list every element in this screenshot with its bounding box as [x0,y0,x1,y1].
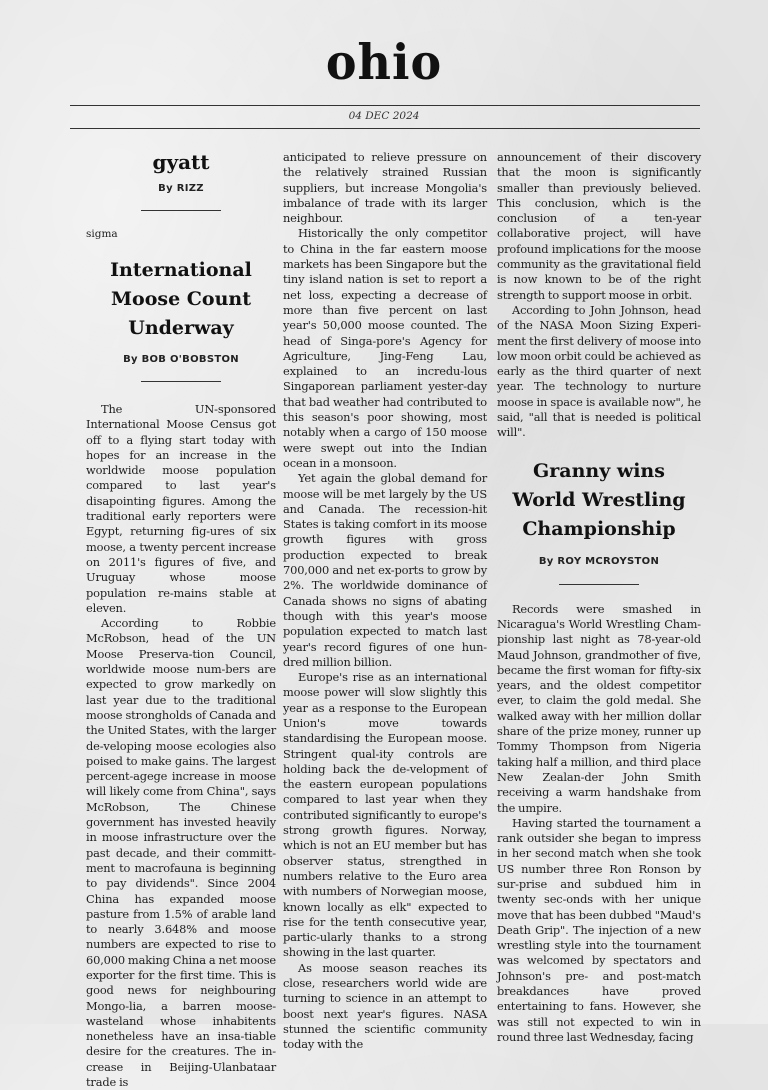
article-paragraph: Records were smashed in Nicaragua's World Wrestling Cham-pionship last night as 78-year-old Maud Johnson, grandmother of five, became the first woman for fifty-six years, and the oldest competitor ever, to claim the gold medal. She walked away with her million dollar share of the prize money, runner up Tommy Thompson from Nigeria taking half a million, and third place New Zealan-der John Smith receiving a warm handshake from the umpire. [497,601,701,815]
article-paragraph: anticipated to relieve pressure on the relatively strained Russian suppliers, but increase Mongolia's imbalance of trade with its larger neighbour. [283,150,487,226]
kicker-byline: By RIZZ [158,183,204,194]
article-byline: By ROY MCROYSTON [538,555,660,567]
article-paragraph: announcement of their discovery that the moon is significantly smaller than previously believed. This conclusion, which is the conclusion of a ten-year collaborative project, will have profound implications for the moose community as the gravitational field is now known to be of the right strength to support moose in orbit. [497,150,701,302]
masthead-rule-top [70,105,700,106]
middle-column [283,150,487,1053]
article-headline-wrestling [497,457,701,544]
headline-line: Championship [522,517,676,540]
article-paragraph: The UN-sponsored International Moose Census got off to a flying start today with hopes for an increase in the worldwide moose population compared to last year's disapointing figures. Among the traditional early reporters were Egypt, returning fig-ures of six moose, a twenty percent increase on 2011's figures of five, and Uruguay whose moose population re-mains stable at eleven. [86,402,276,615]
left-column [86,150,276,1090]
kicker-divider [141,210,221,211]
issue-date: 04 DEC 2024 [348,110,420,122]
byline-divider [141,381,221,382]
article-paragraph: Having started the tournament a rank outsider she began to impress in her second match when she took US number three Ron Ronson by sur-prise and subdued him in twenty sec-onds with her unique move that has been dubbed "Maud's Death Grip". The injection of a new wrestling style into the tournament was welcomed by spectators and Johnson's pre- and post-match breakdances have proved entertaining to fans. However, she was still not expected to win in round three last Wednesday, facing [497,815,701,1044]
article-headline-moose [86,256,276,343]
article-paragraph: Europe's rise as an international moose power will slow slightly this year as a response to the European Union's move towards standardising the European moose. Stringent qual-ity controls are holding back the de-velopment of the eastern european populations compared to last year when they contributed significantly to europe's strong growth figures. Norway, which is not an EU member but has observer status, strengthed in numbers relative to the Euro area with numbers of Norwegian moose, known locally as elk" expected to rise for the tenth consecutive year, partic-ularly thanks to a strong showing in the last quarter. [283,670,487,960]
byline-divider [559,584,639,585]
headline-line: Moose Count [111,288,251,310]
masthead-rule-bottom [70,128,700,129]
kicker-text: sigma [86,228,118,240]
headline-line: Underway [128,317,234,339]
headline-line: International [110,259,252,281]
right-column [497,150,701,1045]
headline-line: World Wrestling [512,488,686,511]
article-body [497,602,701,1046]
article-paragraph: Yet again the global demand for moose will be met largely by the US and Canada. The recession-hit States is taking comfort in its moose growth figures with gross production expected to break 700,000 and net ex-ports to grow by 2%. The worldwide dominance of Canada shows no signs of abating though with this year's moose population expected to match last year's record figures of one hun-dred million billion. [283,471,487,669]
kicker-title: gyatt [152,150,210,174]
headline-line: Granny wins [533,459,665,482]
article-paragraph: According to Robbie McRobson, head of the UN Moose Preserva-tion Council, worldwide moose num-bers are expected to grow markedly on last year due to the traditional moose strongholds of Canada and the United States, with the larger de-veloping moose ecologies also poised to make gains. The largest percent-agege increase in moose will likely come from China", says McRobson, The Chinese government has invested heavily in moose infrastructure over the past decade, and their committ-ment to macrofauna is beginning to pay dividends". Since 2004 China has expanded moose pasture from 1.5% of arable land to nearly 3.648% and moose numbers are expected to rise to 60,000 making China a net moose exporter for the first time. This is good news for neighbouring Mongo-lia, a barren moose-wasteland whose inhabitents nonetheless have an insa-tiable desire for the creatures. The in-crease in Beijing-Ulanbataar trade is [86,616,276,1090]
article-paragraph: According to John Johnson, head of the NASA Moon Sizing Experi-ment the first delivery of moose into low moon orbit could be achieved as early as the third quarter of next year. The technology to nurture moose in space is available now", he said, "all that is needed is political will". [497,302,701,440]
article-paragraph: As moose season reaches its close, researchers world wide are turning to science in an attempt to boost next year's figures. NASA stunned the scientific community today with the [283,960,487,1052]
masthead-title: ohio [325,33,443,91]
article-paragraph: Historically the only competitor to China in the far eastern moose markets has been Singapore but the tiny island nation is set to report a net loss, expecting a decrease of more than five percent on last year's 50,000 moose counted. The head of Singa-pore's Agency for Agriculture, Jing-Feng Lau, explained to an incredu-lous Singaporean parliament yester-day that bad weather had contributed to this season's poor showing, most notably when a cargo of 150 moose were swept out into the Indian ocean in a monsoon. [283,226,487,470]
article-byline: By BOB O'BOBSTON [123,354,239,365]
article-body [86,402,276,1090]
